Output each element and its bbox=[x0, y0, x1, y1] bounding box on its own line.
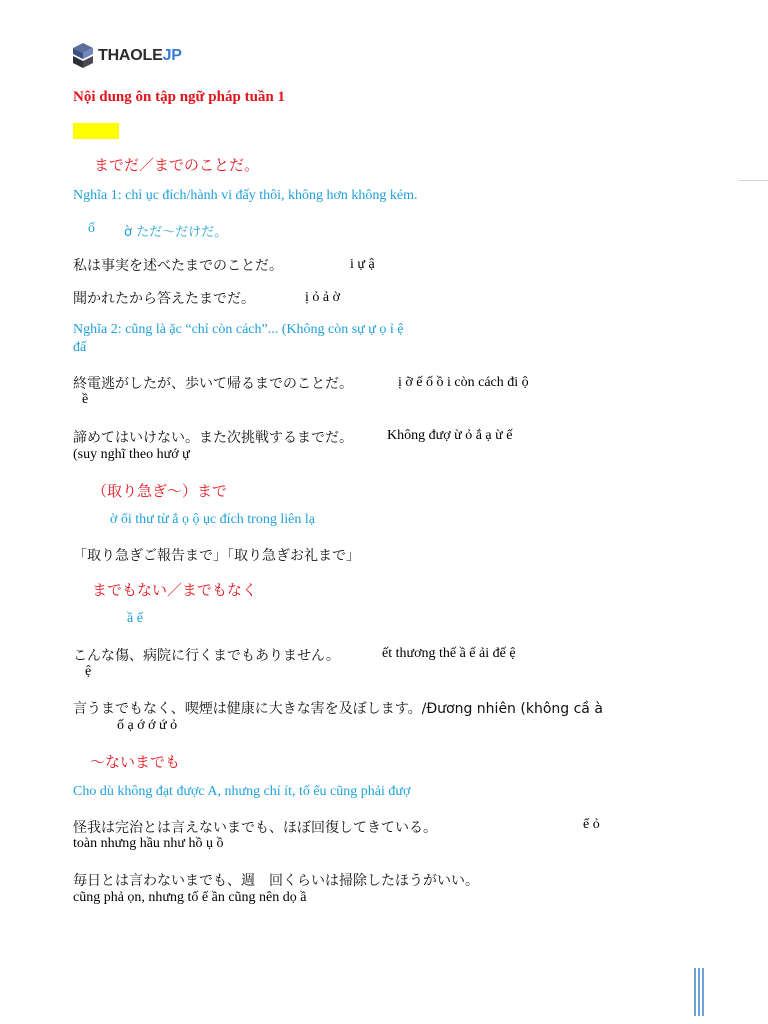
page-title: Nội dung ôn tập ngữ pháp tuần 1 bbox=[73, 89, 286, 105]
brand-logo bbox=[72, 42, 182, 70]
cube-logo-icon bbox=[72, 42, 94, 70]
example-vi-cont: (suy nghĩ theo hướ ự bbox=[73, 447, 190, 462]
example-jp: 聞かれたから答えたまでだ。 bbox=[73, 291, 255, 307]
example-jp: 怪我は完治とは言えないまでも、ほぼ回復してきている。 bbox=[73, 820, 437, 836]
example-vi-cont: ố ạ ớ ớ ứ ỏ bbox=[117, 718, 178, 733]
example-jp: 諦めてはいけない。また次挑戦するまでだ。 bbox=[73, 430, 353, 446]
example-jp: 言うまでもなく、喫煙は健康に大きな害を及ぼします。/Đương nhiên (không cầ à bbox=[73, 701, 603, 717]
meaning-note-a: ố bbox=[88, 221, 95, 236]
example-jp: 「取り急ぎご報告まで」「取り急ぎお礼まで」 bbox=[73, 548, 360, 564]
example-vi-cont: cũng phả ọn, nhưng tố ế ần cũng nên dọ ầ bbox=[73, 890, 307, 905]
example-jp: 終電逃がしたが、歩いて帰るまでのことだ。 bbox=[73, 376, 353, 392]
meaning-line: Cho dù không đạt được A, nhưng chí ít, tố ểu cũng phải đượ bbox=[73, 784, 411, 799]
meaning-line: Nghĩa 1: chỉ ục đích/hành vi đấy thôi, không hơn không kém. bbox=[73, 188, 418, 203]
example-jp: こんな傷、病院に行くまでもありません。 bbox=[73, 648, 340, 664]
section-heading: までもない／までもなく bbox=[92, 581, 258, 599]
section-heading: ～ないまでも bbox=[90, 753, 181, 771]
example-vi: Không đượ ừ ỏ ắ ạ ừ ế bbox=[387, 428, 513, 443]
example-vi: ị ỏ ả ờ bbox=[305, 290, 341, 305]
meaning-line-cont: đấ bbox=[73, 340, 87, 355]
example-jp: 私は事実を述べたまでのことだ。 bbox=[73, 258, 283, 274]
example-vi: ể ỏ bbox=[583, 817, 600, 832]
example-vi-cont: ệ bbox=[85, 664, 92, 679]
meaning-note-b: ờ ただ～だけだ。 bbox=[124, 225, 228, 240]
example-jp: 毎日とは言わないまでも、週 回くらいは掃除したほうがいい。 bbox=[73, 873, 479, 889]
example-vi-cont: toàn nhưng hầu như hồ ụ ồ bbox=[73, 836, 224, 851]
section-heading: （取り急ぎ～）まで bbox=[92, 482, 228, 500]
side-divider bbox=[738, 180, 768, 181]
brand-suffix: JP bbox=[162, 47, 182, 64]
section-heading: までだ／までのことだ。 bbox=[94, 156, 260, 174]
page-edge-decoration bbox=[694, 968, 706, 1016]
example-vi: ị ỡ ế ố ồ i còn cách đi ộ bbox=[398, 375, 529, 390]
meaning-line: ờ ổi thư từ ắ ọ ộ ục đích trong liên lạ bbox=[110, 512, 315, 527]
meaning-line: ầ ế bbox=[127, 611, 143, 626]
example-vi: ết thương thế ầ ế ải đế ệ bbox=[382, 646, 516, 661]
example-vi-cont: ề bbox=[82, 392, 89, 407]
example-vi: i ự ậ bbox=[350, 257, 375, 272]
meaning-line: Nghĩa 2: cũng là ặc “chỉ còn cách”... (Không còn sự ự ọ ỉ ệ bbox=[73, 322, 404, 337]
brand-name: THAOLE bbox=[98, 47, 163, 64]
highlight-marker bbox=[73, 123, 119, 139]
